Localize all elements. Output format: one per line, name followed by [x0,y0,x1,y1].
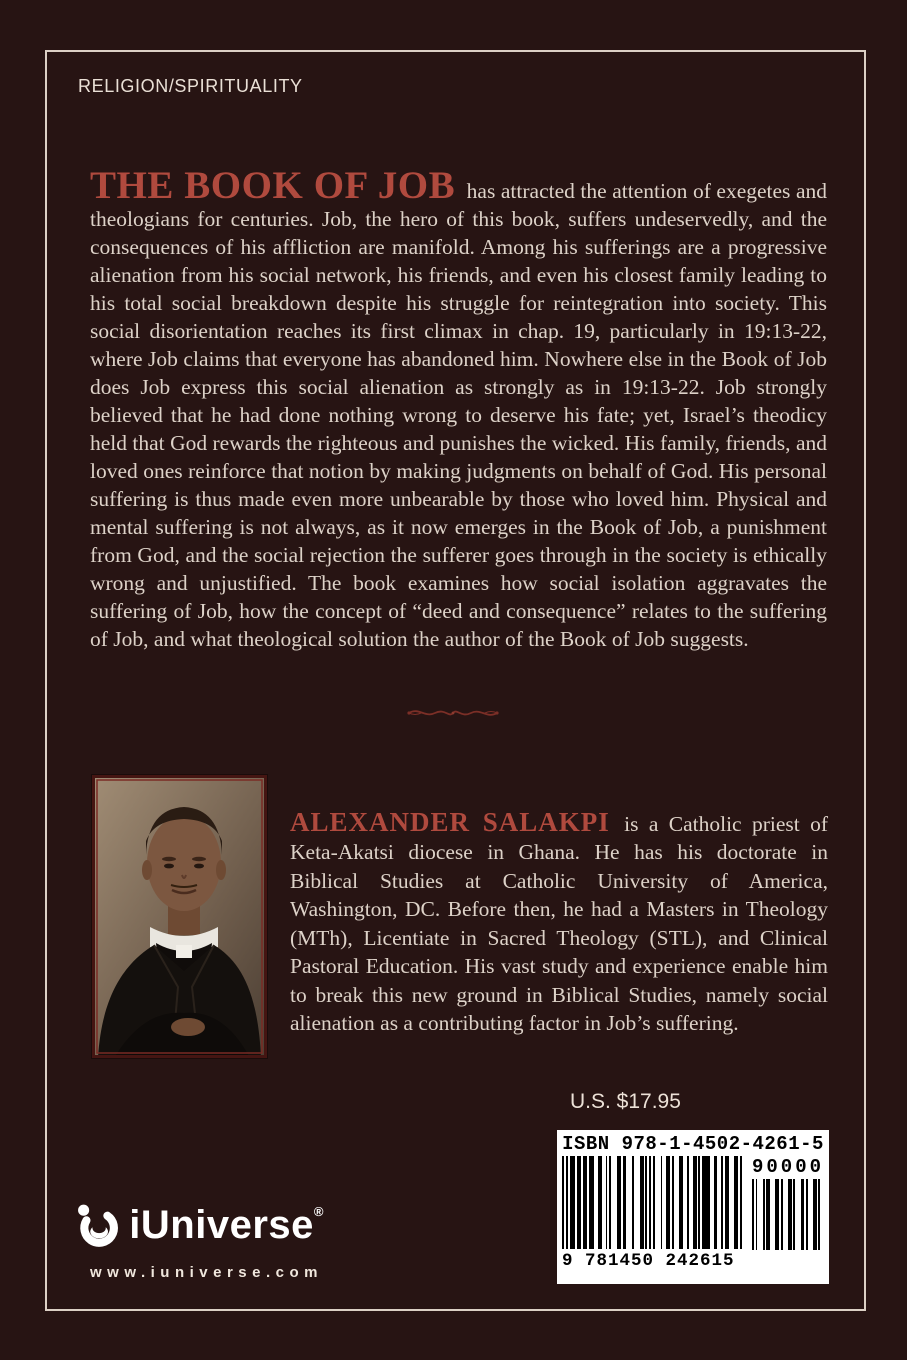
iuniverse-logo-icon [74,1196,121,1254]
price-label: U.S. $17.95 [570,1090,681,1113]
registered-trademark-icon: ® [313,1204,324,1219]
publisher-website: www.iuniverse.com [90,1264,323,1281]
isbn-barcode-block [557,1130,829,1284]
author-bio-paragraph [290,808,828,1038]
author-name: ALEXANDER SALAKPI [290,806,610,837]
supplemental-barcode [752,1179,824,1250]
isbn-number-label: ISBN 978-1-4502-4261-5 [562,1133,824,1155]
book-title-lead: THE BOOK OF JOB [90,163,456,207]
author-bio-text: is a Catholic priest of Keta-Akatsi diocese in Ghana. He has his doctorate in Biblical Studies at Catholic University of America, Washington, DC. Before then, he had a Masters in Theology (MTh), Licentiate in Sacred Theology (STL), and Clinical Pastoral Education. His vast study and experience enable him to break this new ground in Biblical Studies, namely social alienation as a contributing factor in Job’s suffering. [290,811,828,1035]
author-photo [92,775,267,1058]
publisher-name: iUniverse® [129,1203,324,1247]
publisher-block [74,1196,324,1281]
category-label: RELIGION/SPIRITUALITY [78,76,303,96]
decorative-flourish-icon [405,705,501,721]
price-code-label: 90000 [751,1156,824,1178]
synopsis-paragraph [90,163,827,653]
ean13-barcode [562,1156,745,1249]
barcode-digits-label: 9 781450 242615 [562,1251,735,1271]
synopsis-body-text: has attracted the attention of exegetes and theologians for centuries. Job, the hero of this book, suffers undeservedly, and the consequences of his affliction are manifold. Among his sufferings are a progressive alienation from his social network, his friends, and even his closest family leading to his total social breakdown despite his struggle for reintegration into society. This social disorientation reaches its first climax in chap. 19, particularly in 19:13-22, where Job claims that everyone has abandoned him. Nowhere else in the Book of Job does Job express this social alienation as strongly as in 19:13-22. Job strongly believed that he had done nothing wrong to deserve his fate; yet, Israel’s theodicy held that God rewards the righteous and punishes the wicked. His family, friends, and loved ones reinforce that notion by making judgments on behalf of God. His personal suffering is thus made even more unbearable by those who loved him. Physical and mental suffering is not always, as it now emerges in the Book of Job, a punishment from God, and the social rejection the sufferer goes through in the society is ethically wrong and unjustified. The book examines how social isolation aggravates the suffering of Job, how the concept of “deed and consequence” relates to the suffering of Job, and what theological solution the author of the Book of Job suggests. [90,178,827,651]
